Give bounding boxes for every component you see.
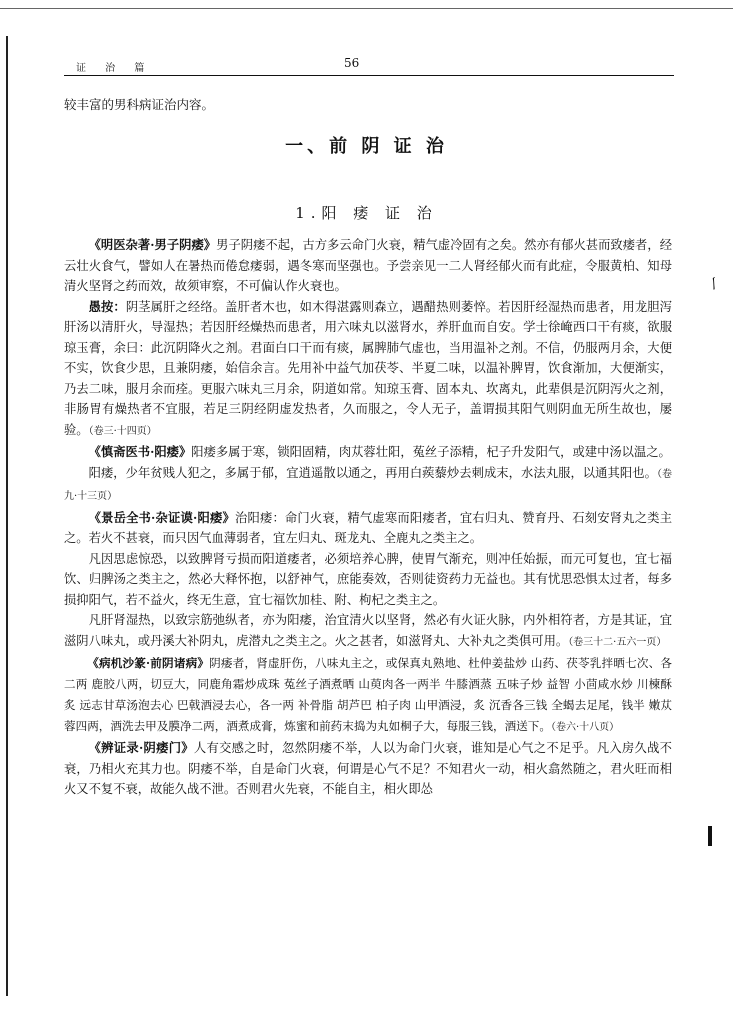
scan-edge-left — [6, 36, 8, 996]
source-title: 愚按： — [88, 298, 126, 314]
paragraph — [64, 442, 672, 463]
subsection-title: 1.阳 痿 证 治 — [295, 204, 438, 222]
paragraph-text: 阳痿，少年贫贱人犯之，多属于郁，宜逍遥散以通之，再用白蒺藜炒去刺成末，水法丸服，以通其阳也。 — [88, 465, 657, 480]
scan-edge-top — [0, 8, 733, 9]
paragraph-text: 人有交感之时，忽然阴痿不举，人以为命门火衰，谁知是心气之不足乎。凡入房久战不衰，乃相火充其力也。阴痿不举，自是命门火衰，何谓是心气不足？不知君火一动，相火翕然随之，君火旺而相火又不复不衰，故能久战不泄。否则君火先衰，不能自主，相火即怂 — [64, 741, 672, 796]
source-title: 《慎斋医书·阳痿》 — [88, 444, 192, 459]
section-title: 一、前 阴 证 治 — [285, 136, 448, 157]
paragraph — [64, 297, 672, 443]
paragraph — [64, 463, 672, 508]
paragraph — [64, 508, 672, 549]
source-title: 《病机沙篆·前阴诸病》 — [87, 656, 210, 670]
source-title: 《明医杂著·男子阴痿》 — [88, 237, 217, 252]
body-text — [64, 235, 672, 800]
paragraph — [64, 653, 672, 738]
page-reference: （卷九·十三页） — [64, 468, 672, 502]
page-reference: （卷三十二·五六一页） — [568, 636, 667, 648]
paragraph-text: 男子阴痿不起，古方多云命门火衰，精气虚冷固有之矣。然亦有郁火甚而致痿者，经云壮火食气，譬如人在暑热而倦怠痿弱，遇冬寒而坚强也。予尝亲见一二人肾经郁火而有此症，令服黄柏、知母清火坚肾之药而效，故须审察，不可偏认作火衰也。 — [64, 238, 672, 293]
paragraph — [64, 610, 672, 653]
paragraph-text: 凡因思虑惊恐，以致脾肾亏损而阳道痿者，必须培养心脾，使胃气渐充，则冲任始振，而元可复也，宜七福饮、归脾汤之类主之，然必大释怀抱，以舒神气，庶能奏效，否则徒资药力无益也。其有忧思恐惧太过者，每多损抑阳气，若不益火，终无生意，宜七福饮加桂、附、枸杞之类主之。 — [64, 551, 672, 607]
page-reference: （卷六·十八页） — [550, 722, 620, 733]
running-head: 证 治 篇 — [76, 63, 153, 74]
paragraph-text: 阴茎属肝之经络。盖肝者木也，如木得湛露则森立，遇醋热则萎悴。若因肝经湿热而患者，用龙胆泻肝汤以清肝火，导湿热；若因肝经燥热而患者，用六味丸以滋肾水，养肝血而自安。学士徐崦西口干有痰，欲服琼玉膏，余曰：此沉阴降火之剂。君面白口干而有痰，属脾肺气虚也，当用温补之剂。不信，仍服两月余，大便不实，饮食少思，且兼阴痿，始信余言。先用补中益气加茯苓、半夏二味，以温补脾胃，饮食渐加，大便渐实，乃去二味，服月余而痊。更服六味丸三月余，阴道如常。知琼玉膏、固本丸、坎离丸，此辈俱是沉阴泻火之剂，非肠胃有燥热者不宜服，若足三阴经阴虚发热者，久而服之，令人无子，盖谓损其阳气则阴血无所生故也，屡验。 — [64, 299, 672, 437]
paragraph — [64, 738, 672, 800]
paragraph-text: 阳痿多属于寒，锁阳固精，肉苁蓉壮阳，菟丝子添精，杞子升发阳气，或建中汤以温之。 — [191, 445, 671, 459]
margin-mark: ー — [704, 275, 724, 292]
paragraph-text: 阴痿者，肾虚肝伤，八味丸主之，或保真丸熟地、杜仲姜盐炒 山药、茯苓乳拌晒七次、各二两 鹿胶八两，切豆大，同鹿角霜炒成珠 菟丝子酒煮晒 山萸肉各一两半 牛膝酒蒸 五味子炒 益智 小茴咸水炒 川楝酥炙 远志甘草汤泡去心 巴戟酒浸去心，各一两 补骨脂 胡芦巴 柏子肉 山甲酒浸，炙 沉香各三钱 全蝎去足尾，钱半 嫩苁蓉四两，酒洗去甲及膜净二两，酒煮成膏，炼蜜和前药末捣为丸如桐子大，每服三钱，酒送下。 — [64, 656, 672, 733]
paragraph-text: 凡肝肾湿热，以致宗筋弛纵者，亦为阳痿，治宜清火以坚肾，然必有火证火脉，内外相符者，方是其证，宜滋阴八味丸，或丹溪大补阴丸，虎潜丸之类主之。火之甚者，如滋肾丸、大补丸之类俱可用。 — [64, 613, 672, 648]
paragraph — [64, 235, 672, 297]
margin-bar — [708, 826, 712, 846]
page-reference: （卷三·十四页） — [88, 425, 157, 437]
header-rule — [64, 75, 674, 76]
paragraph-text: 治阳痿：命门火衰，精气虚寒而阳痿者，宜右归丸、赞育丹、石刻安肾丸之类主之。若火不甚衰，而只因气血薄弱者，宜左归丸、斑龙丸、全鹿丸之类主之。 — [64, 510, 672, 545]
paragraph — [64, 549, 672, 611]
intro-text: 较丰富的男科病证治内容。 — [64, 97, 215, 112]
source-title: 《辨证录·阴痿门》 — [88, 740, 194, 755]
source-title: 《景岳全书·杂证谟·阳痿》 — [88, 509, 235, 525]
page-number: 56 — [344, 56, 360, 70]
